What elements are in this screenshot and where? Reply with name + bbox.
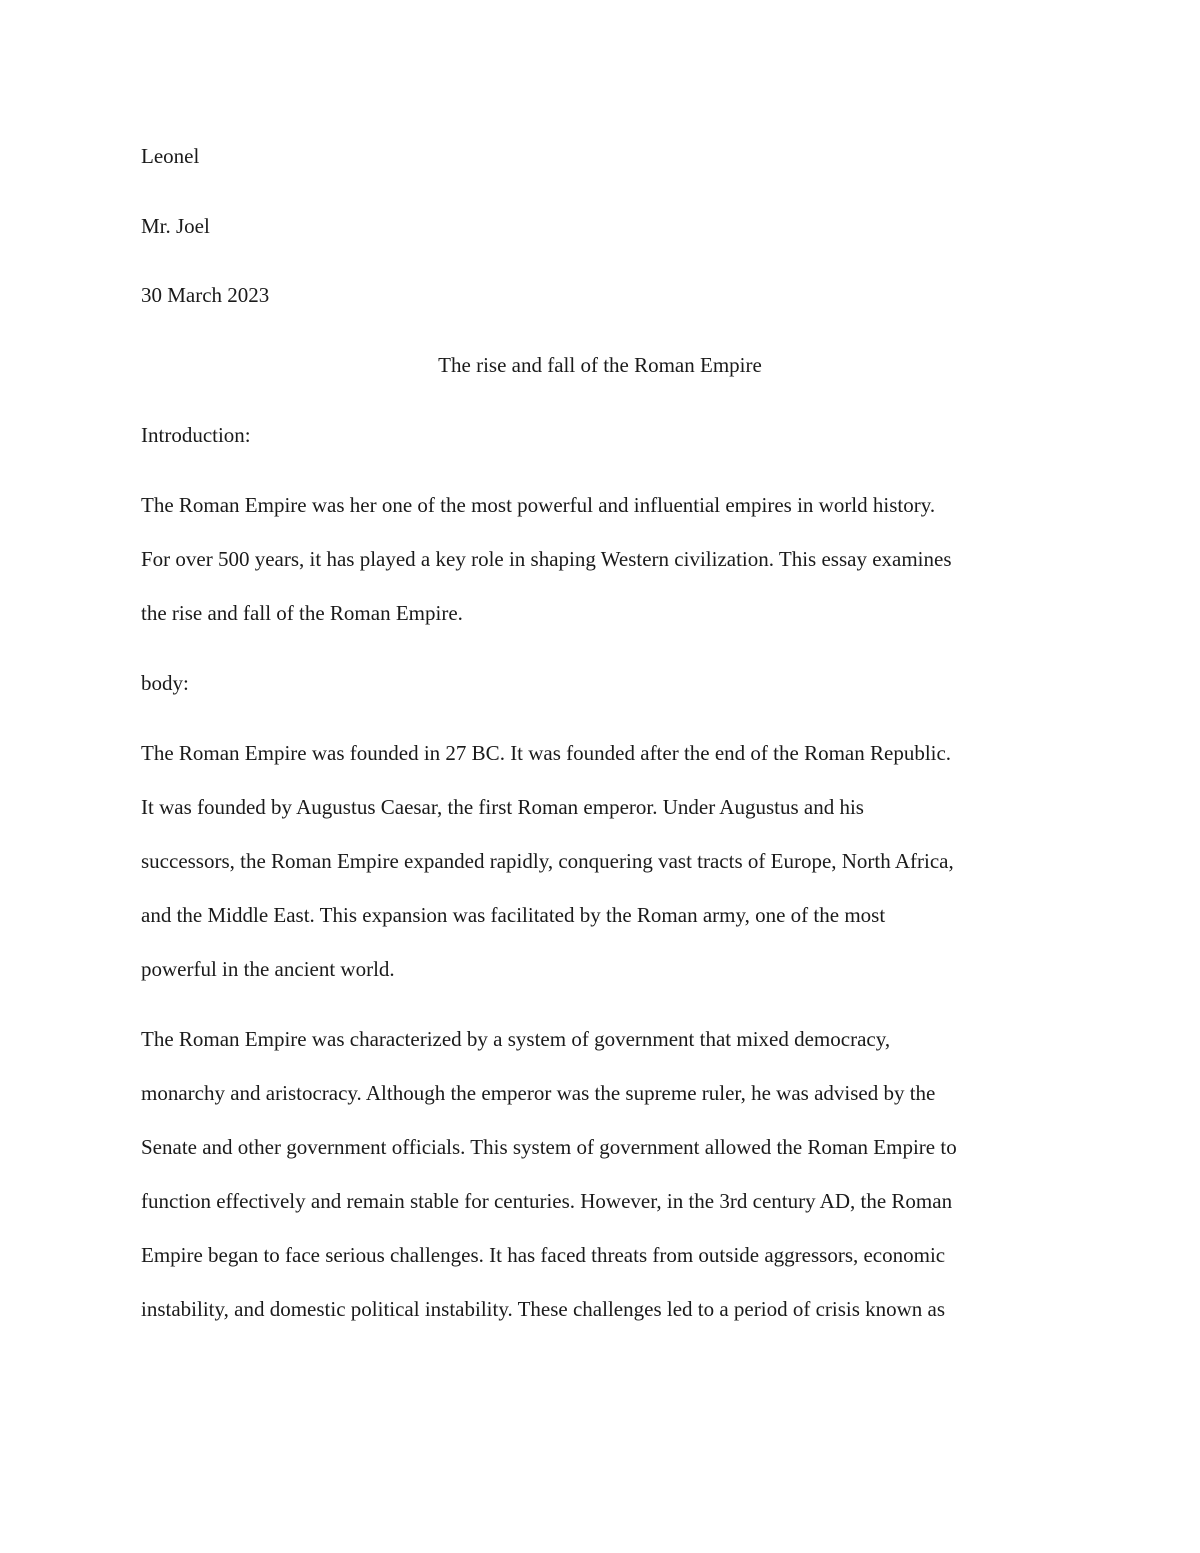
essay-date: 30 March 2023: [141, 283, 270, 307]
body-para1-line: The Roman Empire was founded in 27 BC. It was founded after the end of the Roman Republic.: [141, 741, 952, 765]
intro-line: the rise and fall of the Roman Empire.: [141, 601, 463, 625]
body-para2-line: Empire began to face serious challenges. It has faced threats from outside aggressors, economic: [141, 1243, 946, 1267]
body-heading: body:: [141, 671, 189, 695]
body-para2-line: Senate and other government officials. This system of government allowed the Roman Empire to: [141, 1135, 957, 1159]
body-para2-line: The Roman Empire was characterized by a system of government that mixed democracy,: [141, 1027, 891, 1051]
essay-title: The rise and fall of the Roman Empire: [438, 353, 762, 377]
body-para1-line: powerful in the ancient world.: [141, 957, 395, 981]
intro-heading: Introduction:: [141, 423, 251, 447]
body-para2-line: function effectively and remain stable for centuries. However, in the 3rd century AD, the Roman: [141, 1189, 953, 1213]
intro-line: For over 500 years, it has played a key role in shaping Western civilization. This essay examines: [141, 547, 952, 571]
body-para2-line: instability, and domestic political instability. These challenges led to a period of crisis known as: [141, 1297, 946, 1321]
student-name: Leonel: [141, 144, 200, 168]
intro-line: The Roman Empire was her one of the most powerful and influential empires in world history.: [141, 493, 936, 517]
teacher-name: Mr. Joel: [141, 214, 210, 238]
body-para1-line: and the Middle East. This expansion was facilitated by the Roman army, one of the most: [141, 903, 886, 927]
body-para1-line: successors, the Roman Empire expanded rapidly, conquering vast tracts of Europe, North Africa,: [141, 849, 954, 873]
body-para2-line: monarchy and aristocracy. Although the emperor was the supreme ruler, he was advised by the: [141, 1081, 936, 1105]
body-para1-line: It was founded by Augustus Caesar, the first Roman emperor. Under Augustus and his: [141, 795, 864, 819]
